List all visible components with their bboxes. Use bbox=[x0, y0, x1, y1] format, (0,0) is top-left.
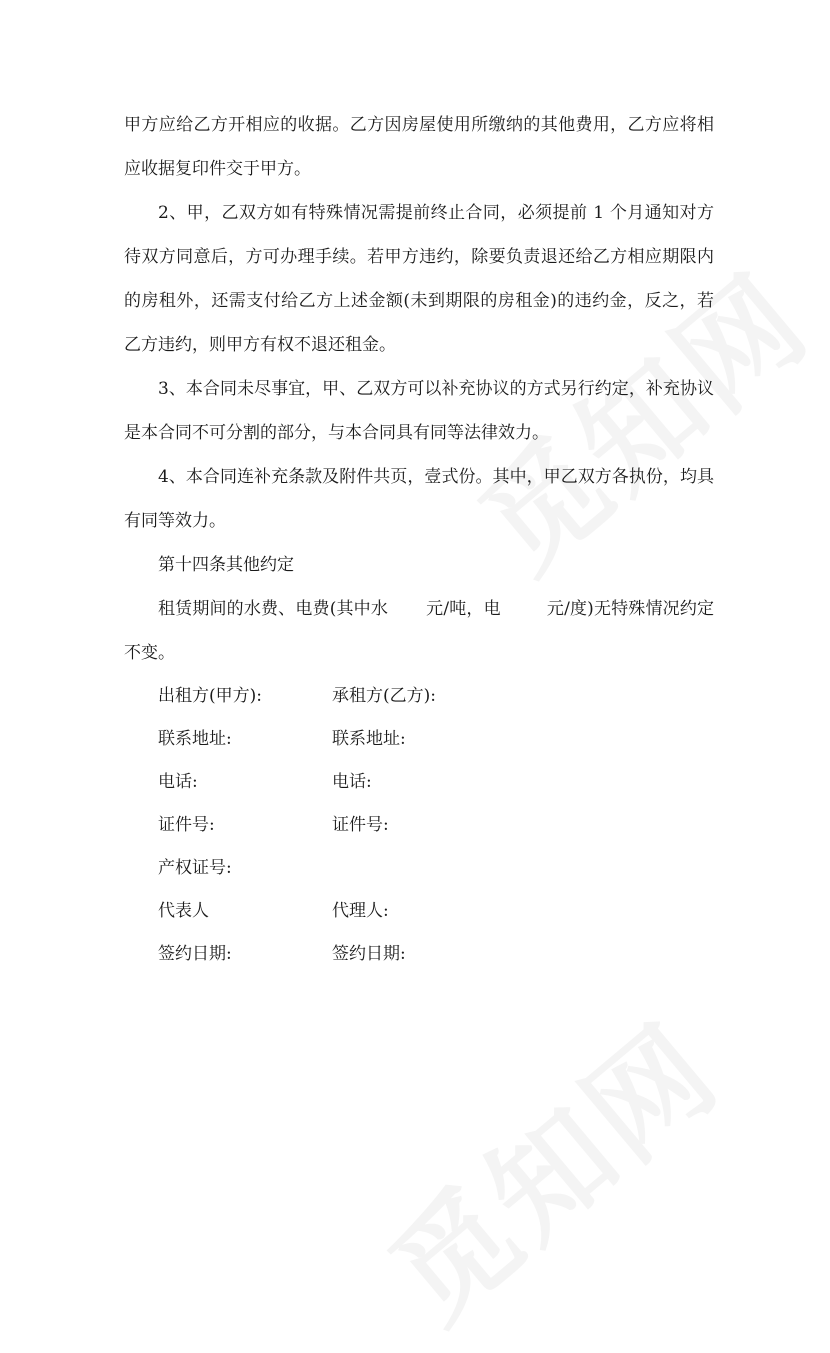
utility-clause-part: 元/度)无特殊情况约定不变。 bbox=[124, 599, 714, 663]
document-page bbox=[124, 103, 714, 976]
lessee-id-label: 证件号: bbox=[332, 815, 389, 835]
signature-row bbox=[124, 675, 714, 718]
lessor-date-label: 签约日期: bbox=[158, 944, 232, 964]
empty-cell bbox=[332, 847, 714, 890]
signature-row bbox=[124, 847, 714, 890]
lessee-address-label: 联系地址: bbox=[332, 729, 406, 749]
signature-row bbox=[124, 933, 714, 976]
signature-row bbox=[124, 761, 714, 804]
property-cert-label: 产权证号: bbox=[158, 858, 232, 878]
paragraph: 4、本合同连补充条款及附件共页，壹式份。其中，甲乙双方各执份，均具有同等效力。 bbox=[124, 467, 714, 531]
lessor-address-label: 联系地址: bbox=[158, 729, 232, 749]
signature-row bbox=[124, 804, 714, 847]
lessor-label: 出租方(甲方): bbox=[158, 686, 262, 706]
utility-clause-part: 元/吨，电 bbox=[426, 599, 501, 619]
agent-label: 代理人: bbox=[332, 901, 389, 921]
lessee-phone-label: 电话: bbox=[332, 772, 372, 792]
lessee-date-label: 签约日期: bbox=[332, 944, 406, 964]
lessor-phone-label: 电话: bbox=[158, 772, 198, 792]
signature-row bbox=[124, 718, 714, 761]
utility-clause bbox=[124, 587, 714, 675]
lessor-id-label: 证件号: bbox=[158, 815, 215, 835]
signature-block bbox=[124, 675, 714, 976]
representative-label: 代表人 bbox=[158, 901, 209, 921]
lessee-label: 承租方(乙方): bbox=[332, 686, 436, 706]
paragraph: 2、甲，乙双方如有特殊情况需提前终止合同，必须提前 1 个月通知对方待双方同意后，方可办理手续。若甲方违约，除要负责退还给乙方相应期限内的房租外，还需支付给乙方上述金额(未到期限的房租金)的违约金，反之，若乙方违约，则甲方有权不退还租金。 bbox=[124, 203, 714, 355]
section-heading: 第十四条其他约定 bbox=[158, 555, 294, 575]
paragraph: 3、本合同未尽事宜，甲、乙双方可以补充协议的方式另行约定，补充协议是本合同不可分割的部分，与本合同具有同等法律效力。 bbox=[124, 379, 714, 443]
paragraph: 甲方应给乙方开相应的收据。乙方因房屋使用所缴纳的其他费用，乙方应将相应收据复印件交于甲方。 bbox=[124, 115, 714, 179]
watermark bbox=[349, 979, 749, 1353]
signature-row bbox=[124, 890, 714, 933]
utility-clause-part: 租赁期间的水费、电费(其中水 bbox=[158, 599, 389, 619]
